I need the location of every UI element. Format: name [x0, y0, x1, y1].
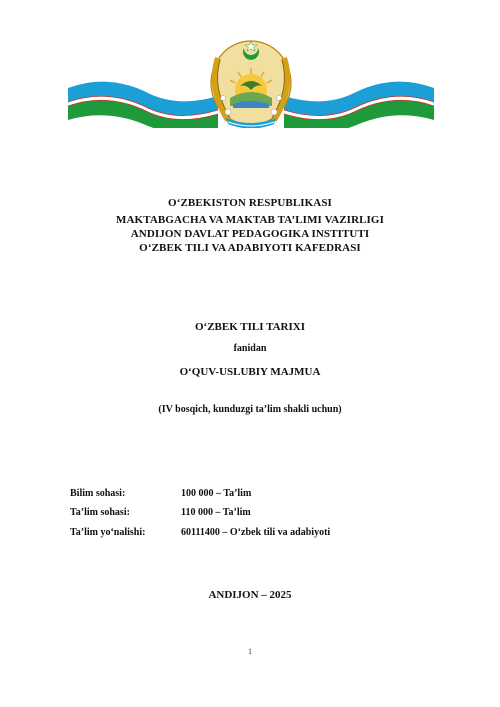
- emblem-center: [211, 41, 291, 128]
- meta-value: 110 000 – Ta’lim: [181, 507, 251, 518]
- meta-label: Ta’lim sohasi:: [70, 507, 130, 518]
- meta-value: 60111400 – O‘zbek tili va adabiyoti: [181, 527, 331, 538]
- institute-title: ANDIJON DAVLAT PEDAGOGIKA INSTITUTI: [130, 228, 370, 240]
- meta-value: 100 000 – Ta’lim: [181, 488, 252, 499]
- flag-banner-left-icon: [68, 82, 218, 128]
- city-year: ANDIJON – 2025: [208, 589, 292, 601]
- meta-label: Ta’lim yo‘nalishi:: [70, 527, 146, 538]
- meta-label: Bilim sohasi:: [70, 488, 126, 499]
- page-number: 1: [248, 647, 252, 656]
- flag-banner-right-icon: [284, 82, 434, 128]
- state-emblem-icon: [68, 38, 434, 128]
- document-kind: O‘QUV-USLUBIY MAJMUA: [179, 366, 321, 378]
- subject-suffix: fanidan: [233, 343, 267, 354]
- ministry-title: MAKTABGACHA VA MAKTAB TA’LIMI VAZIRLIGI: [116, 214, 384, 226]
- department-title: O‘ZBEK TILI VA ADABIYOTI KAFEDRASI: [139, 242, 361, 254]
- subject-title: O‘ZBEK TILI TARIXI: [194, 321, 306, 333]
- republic-title: O‘ZBEKISTON RESPUBLIKASI: [168, 197, 332, 209]
- stage-note: (IV bosqich, kunduzgi ta’lim shakli uchun): [158, 404, 342, 415]
